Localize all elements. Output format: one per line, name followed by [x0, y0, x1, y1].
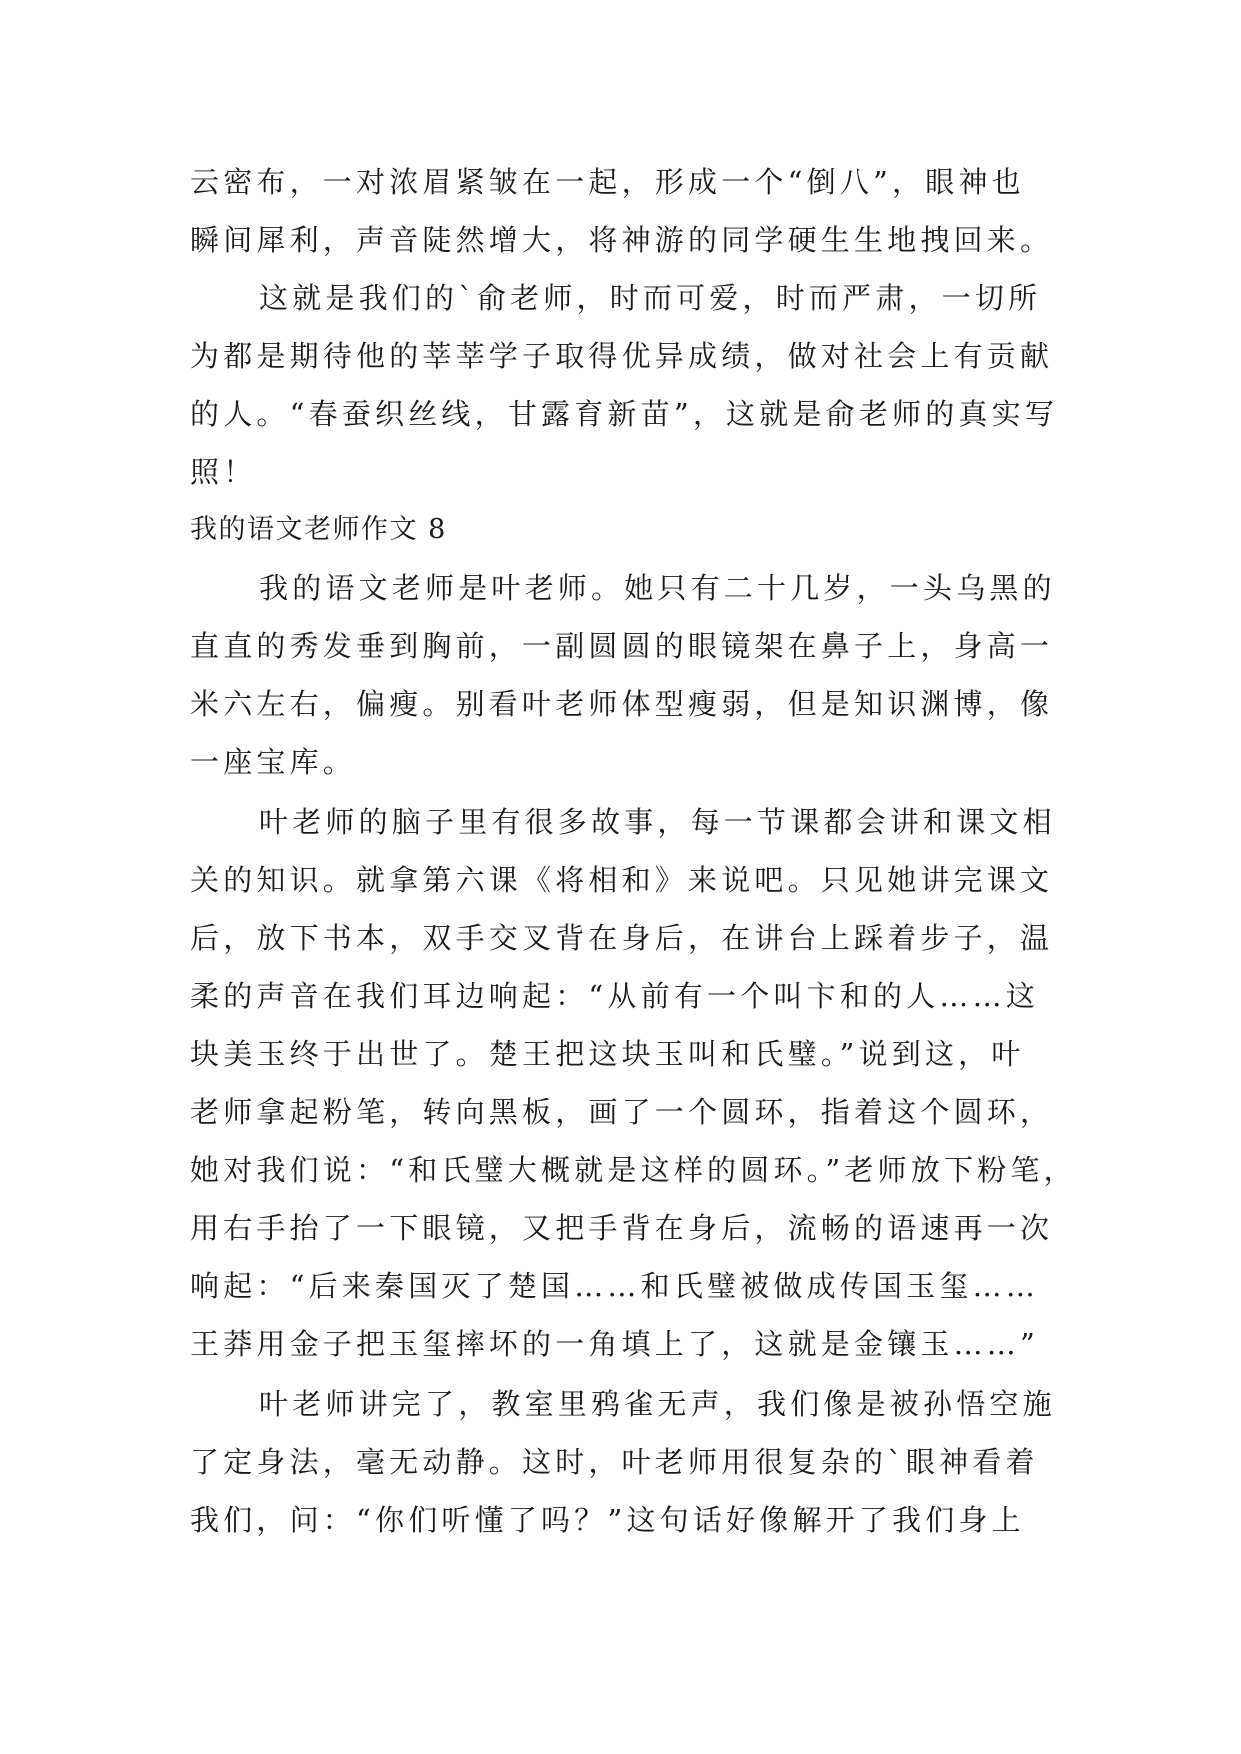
- paragraph-line: 响起：“后来秦国灭了楚国……和氏璧被做成传国玉玺……: [190, 1269, 1040, 1303]
- paragraph-line: 叶老师的脑子里有很多故事，每一节课都会讲和课文相: [259, 805, 1056, 839]
- paragraph-line: 瞬间犀利，声音陡然增大，将神游的同学硬生生地拽回来。: [190, 223, 1054, 257]
- paragraph-line: 了定身法，毫无动静。这时，叶老师用很复杂的`眼神看着: [190, 1445, 1039, 1479]
- paragraph-line: 柔的声音在我们耳边响起：“从前有一个叫卞和的人……这: [190, 979, 1040, 1013]
- paragraph-line: 我的语文老师是叶老师。她只有二十几岁，一头乌黑的: [259, 571, 1056, 605]
- paragraph-line: 云密布，一对浓眉紧皱在一起，形成一个“倒八”，眼神也: [190, 165, 1025, 199]
- paragraph-line: 的人。“春蚕织丝线，甘露育新苗”，这就是俞老师的真实写: [190, 397, 1059, 431]
- section-heading: 我的语文老师作文 8: [190, 514, 447, 545]
- paragraph-line: 她对我们说：“和氏璧大概就是这样的圆环。”老师放下粉笔，: [190, 1153, 1077, 1187]
- paragraph-line: 王莽用金子把玉玺摔坏的一角填上了，这就是金镶玉……”: [190, 1327, 1040, 1361]
- paragraph-line: 块美玉终于出世了。楚王把这块玉叫和氏璧。”说到这，叶: [190, 1037, 1025, 1071]
- paragraph-line: 为都是期待他的莘莘学子取得优异成绩，做对社会上有贡献: [190, 339, 1054, 373]
- paragraph-line: 我们，问：“你们听懂了吗？”这句话好像解开了我们身上: [190, 1503, 1025, 1537]
- paragraph-line: 后，放下书本，双手交叉背在身后，在讲台上踩着步子，温: [190, 921, 1054, 955]
- paragraph-line: 一座宝库。: [190, 745, 357, 779]
- paragraph-line: 用右手抬了一下眼镜，又把手背在身后，流畅的语速再一次: [190, 1211, 1054, 1245]
- paragraph-line: 直直的秀发垂到胸前，一副圆圆的眼镜架在鼻子上，身高一: [190, 629, 1054, 663]
- paragraph-line: 照！: [190, 455, 257, 489]
- paragraph-line: 关的知识。就拿第六课《将相和》来说吧。只见她讲完课文: [190, 863, 1054, 897]
- paragraph-line: 老师拿起粉笔，转向黑板，画了一个圆环，指着这个圆环，: [190, 1095, 1054, 1129]
- paragraph-line: 叶老师讲完了，教室里鸦雀无声，我们像是被孙悟空施: [259, 1387, 1056, 1421]
- paragraph-line: 米六左右，偏瘦。别看叶老师体型瘦弱，但是知识渊博，像: [190, 687, 1054, 721]
- paragraph-line: 这就是我们的`俞老师，时而可爱，时而严肃，一切所: [259, 281, 1042, 315]
